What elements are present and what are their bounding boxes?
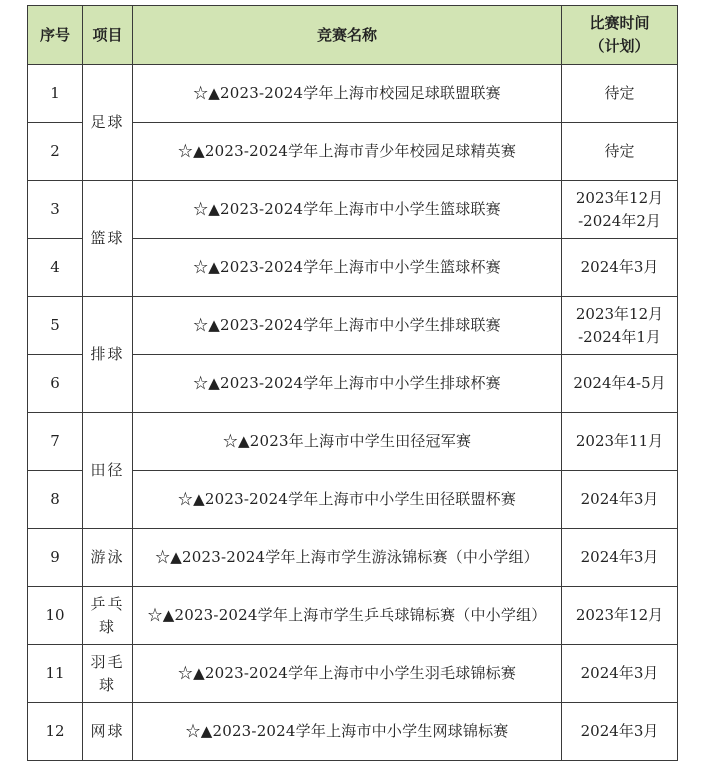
time-line1: 2023年12月 (575, 304, 664, 323)
row-no: 5 (28, 297, 83, 355)
competition-time (562, 65, 678, 123)
row-no: 9 (28, 529, 83, 587)
competition-name: ☆▲2023年上海市中学生田径冠军赛 (133, 413, 562, 471)
sport-badminton (83, 645, 133, 703)
competition-name: ☆▲2023-2024学年上海市学生乒乓球锦标赛（中小学组） (133, 587, 562, 645)
sport-badminton-line2: 球 (98, 675, 116, 694)
sport-swimming: 游泳 (83, 529, 133, 587)
competition-time (562, 645, 678, 703)
header-time-line1: 比赛时间 (589, 14, 650, 32)
header-time (562, 6, 678, 65)
row-no: 6 (28, 355, 83, 413)
row-no: 12 (28, 703, 83, 761)
time-line1: 2023年12月 (575, 188, 664, 207)
competition-name: ☆▲2023-2024学年上海市中小学生网球锦标赛 (133, 703, 562, 761)
row-no: 1 (28, 65, 83, 123)
competition-time (562, 297, 678, 355)
sport-pingpong-line1: 乒乓 (90, 594, 125, 613)
time-line1: 待定 (604, 84, 635, 102)
time-line1: 2024年3月 (580, 490, 659, 508)
time-line1: 待定 (604, 142, 635, 160)
row-no: 2 (28, 123, 83, 181)
table-row (28, 529, 678, 587)
competition-schedule-table (27, 5, 678, 761)
table-row (28, 181, 678, 239)
row-no: 8 (28, 471, 83, 529)
header-name: 竞赛名称 (133, 6, 562, 65)
competition-name: ☆▲2023-2024学年上海市中小学生排球杯赛 (133, 355, 562, 413)
time-line1: 2024年4-5月 (573, 374, 666, 392)
row-no: 11 (28, 645, 83, 703)
sport-tennis: 网球 (83, 703, 133, 761)
time-line2: -2024年1月 (578, 327, 661, 346)
competition-name: ☆▲2023-2024学年上海市中小学生排球联赛 (133, 297, 562, 355)
time-line1: 2024年3月 (580, 548, 659, 566)
time-line2: -2024年2月 (578, 211, 661, 230)
competition-name: ☆▲2023-2024学年上海市中小学生篮球杯赛 (133, 239, 562, 297)
sport-badminton-line1: 羽毛 (90, 652, 125, 671)
sport-basketball: 篮球 (83, 181, 133, 297)
time-line1: 2023年11月 (575, 432, 664, 450)
table-row (28, 645, 678, 703)
header-time-line2: （计划） (589, 37, 650, 55)
sport-pingpong (83, 587, 133, 645)
time-line1: 2024年3月 (580, 258, 659, 276)
table-row (28, 587, 678, 645)
competition-name: ☆▲2023-2024学年上海市学生游泳锦标赛（中小学组） (133, 529, 562, 587)
header-row (28, 6, 678, 65)
competition-time (562, 239, 678, 297)
competition-name: ☆▲2023-2024学年上海市校园足球联盟联赛 (133, 65, 562, 123)
competition-name: ☆▲2023-2024学年上海市青少年校园足球精英赛 (133, 123, 562, 181)
sport-football: 足球 (83, 65, 133, 181)
time-line1: 2024年3月 (580, 664, 659, 682)
time-line1: 2023年12月 (575, 606, 664, 624)
competition-name: ☆▲2023-2024学年上海市中小学生田径联盟杯赛 (133, 471, 562, 529)
competition-name: ☆▲2023-2024学年上海市中小学生羽毛球锦标赛 (133, 645, 562, 703)
sport-pingpong-line2: 球 (98, 617, 116, 636)
competition-name: ☆▲2023-2024学年上海市中小学生篮球联赛 (133, 181, 562, 239)
header-no: 序号 (28, 6, 83, 65)
table-row (28, 413, 678, 471)
competition-time (562, 181, 678, 239)
header-sport: 项目 (83, 6, 133, 65)
sport-volleyball: 排球 (83, 297, 133, 413)
row-no: 7 (28, 413, 83, 471)
time-line1: 2024年3月 (580, 722, 659, 740)
table-row (28, 297, 678, 355)
competition-time (562, 413, 678, 471)
row-no: 10 (28, 587, 83, 645)
table-row (28, 703, 678, 761)
row-no: 3 (28, 181, 83, 239)
competition-time (562, 471, 678, 529)
competition-time (562, 703, 678, 761)
competition-time (562, 587, 678, 645)
row-no: 4 (28, 239, 83, 297)
sport-athletics: 田径 (83, 413, 133, 529)
competition-time (562, 355, 678, 413)
competition-time (562, 123, 678, 181)
table-row (28, 65, 678, 123)
competition-time (562, 529, 678, 587)
